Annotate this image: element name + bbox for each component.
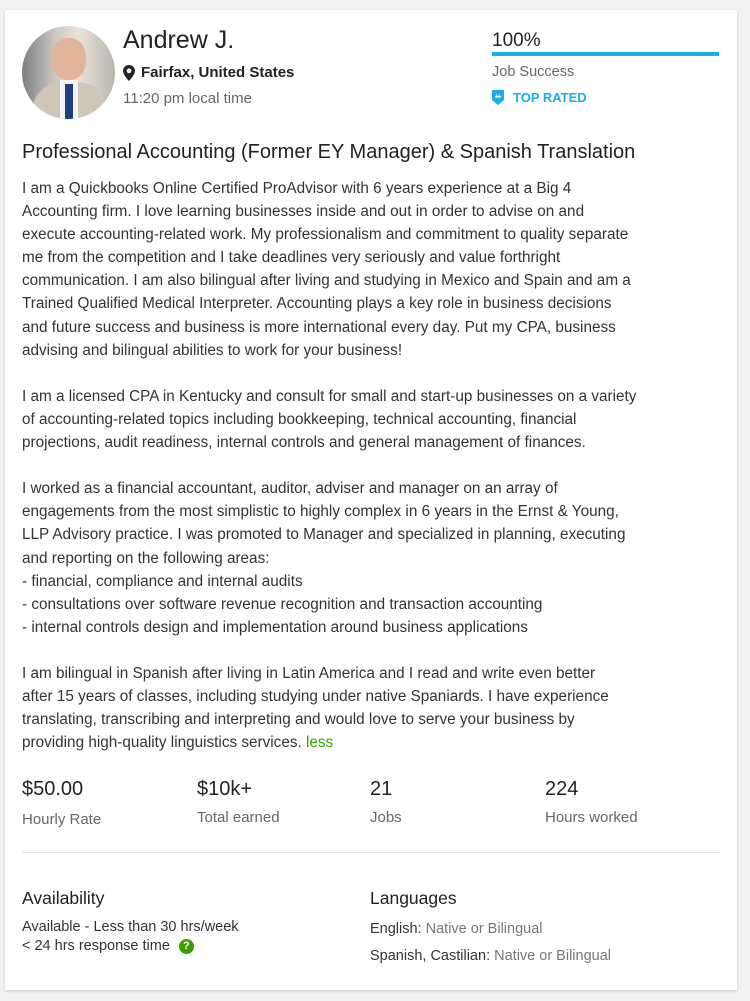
description-line: - internal controls design and implementation around business applications [22,618,528,636]
description-line: I am a Quickbooks Online Certified ProAdvisor with 6 years experience at a Big 4 [22,180,572,197]
description-line: - financial, compliance and internal audits [22,572,303,590]
description-line: execute accounting-related work. My professionalism and commitment to quality separate [22,226,629,244]
languages-heading: Languages [370,888,457,908]
divider [22,852,720,853]
job-success-label: Job Success [492,64,575,80]
description-line: and reporting on the following areas: [22,549,270,567]
description-line: projections, audit readiness, internal controls and general management of finances. [22,434,586,452]
availability-section [22,888,239,954]
description-paragraph [22,662,732,754]
stat-value: 224 [545,778,579,800]
description-line [22,731,732,754]
description-line: of accounting-related topics including bookkeeping, technical accounting, financial [22,410,577,428]
languages-section [370,888,611,964]
stat-total-earned [197,778,280,826]
description-line: communication. I am also bilingual after living and studying in Mexico and Spain and am a [22,272,631,290]
language-level: Native or Bilingual [425,921,543,937]
help-icon[interactable]: ? [179,939,194,954]
description-line: LLP Advisory practice. I was promoted to Manager and specialized in planning, executing [22,526,626,544]
language-name: Spanish, Castilian: [370,948,491,964]
location [123,64,294,81]
stat-value: 21 [370,778,393,800]
local-time: 11:20 pm local time [123,90,252,107]
description-line: Trained Qualified Medical Interpreter. Accounting plays a key role in business decisions [22,295,612,313]
stat-label: Jobs [370,809,402,826]
top-rated-shield-icon [492,90,504,105]
stat-value: $50.00 [22,778,84,800]
description-line: Accounting firm. I love learning businesses inside and out in order to advise on and [22,203,585,221]
stat-label: Hourly Rate [22,811,102,828]
description-paragraph [22,177,732,362]
availability-heading: Availability [22,888,105,908]
map-pin-icon [123,65,135,81]
top-rated-badge [492,90,587,105]
description-line: - consultations over software revenue recognition and transaction accounting [22,595,543,613]
description-line: I am bilingual in Spanish after living in Latin America and I read and write even better [22,664,596,682]
description-line: translating, transcribing and interpreting and would love to serve your business by [22,711,575,729]
stat-hourly-rate [22,778,101,828]
job-success-bar-fill [492,52,719,56]
description-line: and future success and business is more international every day. Put my CPA, business [22,318,616,336]
top-rated-text: TOP RATED [513,90,587,105]
profile-title: Professional Accounting (Former EY Manager) & Spanish Translation [22,141,636,163]
language-level: Native or Bilingual [494,948,611,964]
availability-status: Available - Less than 30 hrs/week [22,919,239,935]
description-paragraph [22,385,732,454]
stat-label: Hours worked [545,809,638,826]
freelancer-name: Andrew J. [123,26,235,54]
description-line: advising and bilingual abilities to work for your business! [22,341,403,359]
description-paragraph [22,477,732,639]
description-line-text: providing high-quality linguistics services. [22,734,302,752]
stat-label: Total earned [197,809,280,826]
less-link[interactable]: less [305,734,334,752]
response-time [22,938,239,954]
job-success-value: 100% [492,30,541,51]
language-item [370,948,611,964]
stat-hours-worked [545,778,638,826]
job-success-bar [492,52,719,56]
freelancer-profile-card [5,10,737,990]
language-item [370,921,611,937]
avatar[interactable] [22,26,115,119]
description-line: I worked as a financial accountant, auditor, adviser and manager on an array of [22,480,558,498]
description-line: me from the competition and I take deadlines very seriously and value forthright [22,249,561,267]
response-time-text: < 24 hrs response time [22,938,170,954]
profile-description [22,177,732,777]
description-line: engagements from the most simplistic to highly complex in 6 years in the Ernst & Young, [22,503,619,521]
location-text: Fairfax, United States [141,64,295,81]
language-name: English: [370,921,422,937]
description-line: I am a licensed CPA in Kentucky and consult for small and start-up businesses on a variety [22,387,637,405]
stat-jobs [370,778,402,826]
stat-value: $10k+ [197,778,253,800]
description-line: after 15 years of classes, including studying under native Spaniards. I have experience [22,688,609,706]
